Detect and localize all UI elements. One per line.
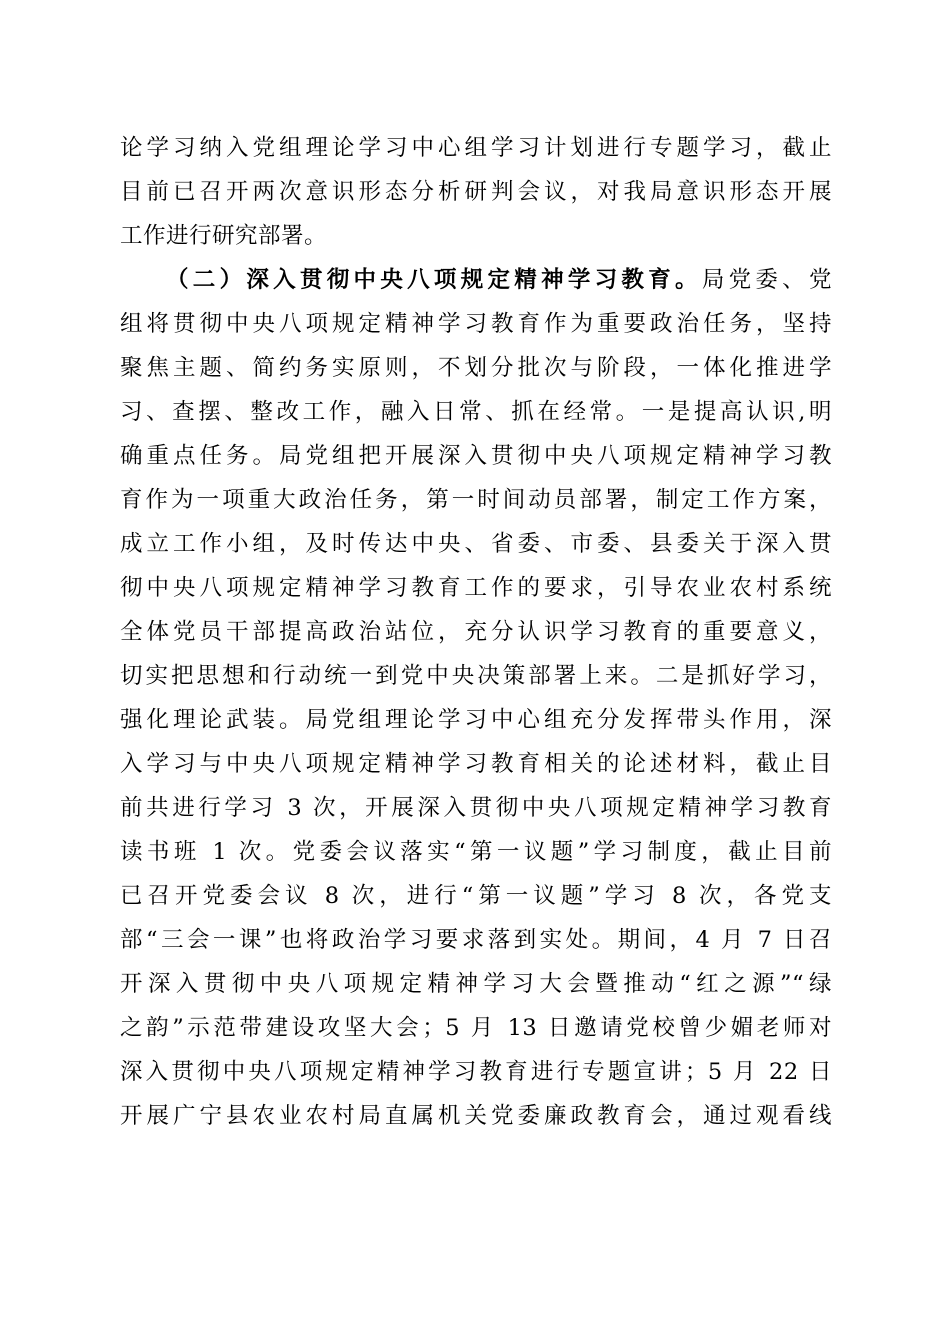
text-line: 习、查摆、整改工作，融入日常、抓在经常。一是提高认识,明 <box>120 399 832 425</box>
text-line: 育作为一项重大政治任务，第一时间动员部署，制定工作方案， <box>120 487 832 513</box>
text-line: 切实把思想和行动统一到党中央决策部署上来。二是抓好学习， <box>120 663 832 689</box>
text-line: 全体党员干部提高政治站位，充分认识学习教育的重要意义， <box>120 619 832 645</box>
text-line: 成立工作小组，及时传达中央、省委、市委、县委关于深入贯 <box>120 531 832 557</box>
text-line: 开深入贯彻中央八项规定精神学习大会暨推动“红之源”“绿 <box>120 971 832 997</box>
text-line: 论学习纳入党组理论学习中心组学习计划进行专题学习，截止 <box>120 135 832 161</box>
text-line: 入学习与中央八项规定精神学习教育相关的论述材料，截止目 <box>120 751 832 777</box>
text-line: 组将贯彻中央八项规定精神学习教育作为重要政治任务，坚持 <box>120 311 832 337</box>
text-line: 前共进行学习 3 次，开展深入贯彻中央八项规定精神学习教育 <box>120 795 832 821</box>
text-line: 之韵”示范带建设攻坚大会；5 月 13 日邀请党校曾少媚老师对 <box>120 1015 832 1041</box>
text-line: 强化理论武装。局党组理论学习中心组充分发挥带头作用，深 <box>120 707 832 733</box>
text-line: 已召开党委会议 8 次，进行“第一议题”学习 8 次，各党支 <box>120 883 832 909</box>
body-text <box>120 126 832 1138</box>
text-line: 彻中央八项规定精神学习教育工作的要求，引导农业农村系统 <box>120 575 832 601</box>
text-line: 聚焦主题、简约务实原则，不划分批次与阶段，一体化推进学 <box>120 355 832 381</box>
text-line: 确重点任务。局党组把开展深入贯彻中央八项规定精神学习教 <box>120 443 832 469</box>
text-line: 目前已召开两次意识形态分析研判会议，对我局意识形态开展 <box>120 179 832 205</box>
text-line: 深入贯彻中央八项规定精神学习教育进行专题宣讲；5 月 22 日 <box>120 1059 832 1085</box>
section-heading: （二）深入贯彻中央八项规定精神学习教育。 <box>166 267 702 293</box>
section-heading-line <box>120 258 832 302</box>
text-line: 部“三会一课”也将政治学习要求落到实处。期间，4 月 7 日召 <box>120 927 832 953</box>
text-line: 工作进行研究部署。 <box>120 223 328 249</box>
text-line: 读书班 1 次。党委会议落实“第一议题”学习制度，截止目前 <box>120 839 832 865</box>
text-line: 开展广宁县农业农村局直属机关党委廉政教育会，通过观看线 <box>120 1103 832 1129</box>
text-span: 局党委、党 <box>701 267 832 293</box>
